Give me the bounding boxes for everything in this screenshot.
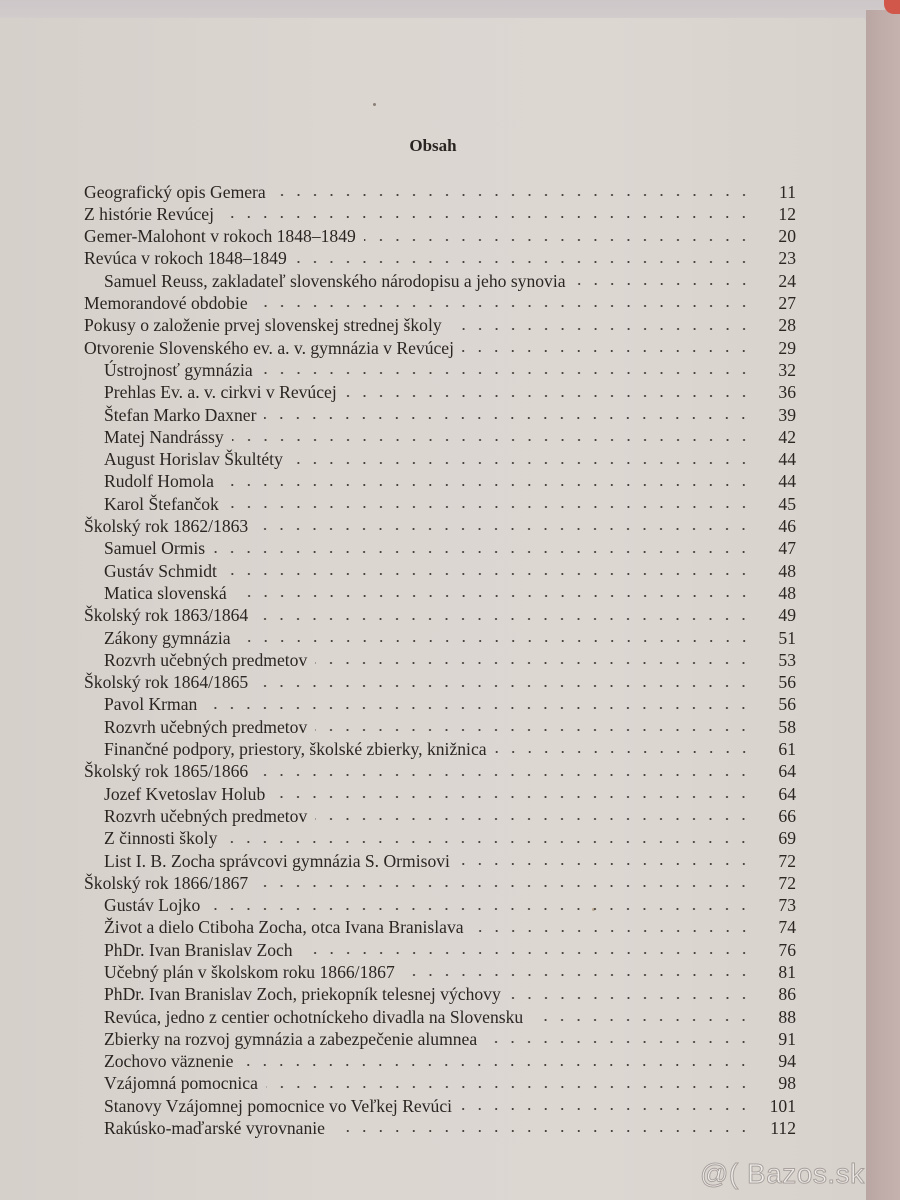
toc-entry	[84, 581, 796, 603]
toc-entry-title: PhDr. Ivan Branislav Zoch, priekopník telesnej výchovy	[104, 984, 501, 1005]
toc-entry-title: Z činnosti školy	[104, 828, 218, 849]
toc-entry	[84, 425, 796, 447]
dot-leader	[315, 804, 752, 822]
toc-entry-title: Samuel Ormis	[104, 538, 206, 559]
toc-entry-page-number: 66	[778, 805, 796, 826]
toc-entry-page-number: 61	[778, 739, 796, 760]
toc-entry-page-number: 12	[778, 203, 796, 224]
toc-entry-page-number: 28	[778, 315, 796, 336]
toc-entry-page-number: 53	[778, 649, 796, 670]
dot-leader	[403, 960, 752, 978]
dot-leader	[213, 537, 752, 555]
dot-leader	[273, 782, 752, 800]
dot-leader	[291, 448, 752, 466]
dot-leader	[256, 604, 752, 622]
toc-entry-title: Rozvrh učebných predmetov	[104, 649, 308, 670]
toc-entry	[84, 1027, 796, 1049]
dot-leader	[225, 559, 752, 577]
dot-leader	[458, 849, 752, 867]
dot-leader	[485, 1027, 752, 1045]
table-of-contents	[84, 180, 796, 1139]
toc-entry	[84, 514, 796, 536]
toc-entry	[84, 916, 796, 938]
toc-entry-page-number: 72	[778, 872, 796, 893]
dot-leader	[364, 225, 752, 243]
dot-leader	[266, 1072, 752, 1090]
toc-entry-title: Gustáv Lojko	[104, 895, 201, 916]
toc-entry-title: Revúca, jedno z centier ochotníckeho divadla na Slovensku	[104, 1006, 524, 1027]
toc-entry-title: Revúca v rokoch 1848–1849	[84, 248, 287, 269]
toc-entry	[84, 1050, 796, 1072]
dot-leader	[256, 871, 752, 889]
dot-leader	[295, 247, 752, 265]
toc-entry-title: Karol Štefančok	[104, 493, 219, 514]
toc-entry-title: Štefan Marko Daxner	[104, 404, 257, 425]
toc-entry-title: Pokusy o založenie prvej slovenskej strednej školy	[84, 315, 442, 336]
toc-entry-title: Otvorenie Slovenského ev. a. v. gymnázia v Revúcej	[84, 337, 455, 358]
toc-entry	[84, 559, 796, 581]
dot-leader	[241, 1050, 752, 1068]
toc-entry	[84, 1005, 796, 1027]
toc-entry	[84, 537, 796, 559]
toc-entry	[84, 336, 796, 358]
toc-entry	[84, 403, 796, 425]
dot-leader	[225, 827, 752, 845]
toc-entry-page-number: 81	[778, 961, 796, 982]
toc-entry	[84, 202, 796, 224]
dot-leader	[222, 202, 752, 220]
toc-entry-page-number: 29	[778, 337, 796, 358]
toc-entry-title: List I. B. Zocha správcovi gymnázia S. Ormisovi	[104, 850, 450, 871]
toc-entry-page-number: 72	[778, 850, 796, 871]
dot-leader	[495, 737, 752, 755]
toc-entry-page-number: 76	[778, 939, 796, 960]
dot-leader	[235, 581, 752, 599]
dot-leader	[208, 894, 752, 912]
dot-leader	[256, 291, 752, 309]
toc-entry	[84, 1094, 796, 1116]
toc-entry-title: Stanovy Vzájomnej pomocnice vo Veľkej Revúci	[104, 1095, 453, 1116]
toc-entry-title: Samuel Reuss, zakladateľ slovenského národopisu a jeho synovia	[104, 270, 566, 291]
toc-entry-title: Ústrojnosť gymnázia	[104, 359, 253, 380]
toc-entry-page-number: 56	[778, 694, 796, 715]
toc-entry-title: Memorandové obdobie	[84, 293, 248, 314]
toc-entry	[84, 604, 796, 626]
toc-entry-title: PhDr. Ivan Branislav Zoch	[104, 939, 293, 960]
toc-entry	[84, 849, 796, 871]
page-stack-edge	[866, 10, 900, 1200]
toc-entry-page-number: 48	[778, 582, 796, 603]
toc-entry-title: Matica slovenská	[104, 582, 227, 603]
toc-entry-page-number: 42	[778, 426, 796, 447]
toc-entry-title: Školský rok 1862/1863	[84, 516, 249, 537]
toc-entry	[84, 448, 796, 470]
toc-entry-title: Finančné podpory, priestory, školské zbierky, knižnica	[104, 739, 487, 760]
toc-entry-title: Jozef Kvetoslav Holub	[104, 783, 266, 804]
dot-leader	[256, 514, 752, 532]
toc-entry-page-number: 44	[778, 449, 796, 470]
toc-entry	[84, 492, 796, 514]
toc-entry-page-number: 39	[778, 404, 796, 425]
toc-entry	[84, 269, 796, 291]
toc-entry-page-number: 51	[778, 627, 796, 648]
toc-entry	[84, 1072, 796, 1094]
dot-leader	[222, 470, 752, 488]
toc-entry-title: Školský rok 1865/1866	[84, 761, 249, 782]
toc-entry	[84, 804, 796, 826]
toc-entry-page-number: 88	[778, 1006, 796, 1027]
dot-leader	[301, 938, 752, 956]
toc-entry	[84, 180, 796, 202]
toc-entry-page-number: 27	[778, 293, 796, 314]
dot-leader	[450, 314, 752, 332]
dot-leader	[227, 492, 752, 510]
paper-speck	[373, 103, 376, 106]
toc-entry-title: Rakúsko-maďarské vyrovnanie	[104, 1118, 325, 1139]
dot-leader	[574, 269, 752, 287]
toc-entry-page-number: 91	[778, 1028, 796, 1049]
toc-entry	[84, 470, 796, 492]
toc-entry-title: Gustáv Schmidt	[104, 560, 217, 581]
toc-entry-page-number: 20	[778, 226, 796, 247]
dot-leader	[256, 760, 752, 778]
toc-entry-page-number: 48	[778, 560, 796, 581]
toc-entry-page-number: 11	[779, 181, 796, 202]
dot-leader	[345, 381, 752, 399]
toc-entry	[84, 1116, 796, 1138]
dot-leader	[232, 425, 752, 443]
dot-leader	[261, 358, 752, 376]
dot-leader	[460, 1094, 752, 1112]
toc-entry	[84, 894, 796, 916]
toc-entry	[84, 760, 796, 782]
toc-entry	[84, 358, 796, 380]
toc-entry-title: Učebný plán v školskom roku 1866/1867	[104, 961, 395, 982]
toc-entry-page-number: 112	[770, 1118, 796, 1139]
toc-entry-page-number: 47	[778, 538, 796, 559]
dot-leader	[315, 648, 752, 666]
dot-leader	[472, 916, 752, 934]
toc-entry	[84, 938, 796, 960]
toc-entry	[84, 871, 796, 893]
toc-entry-page-number: 73	[778, 895, 796, 916]
toc-entry-title: Matej Nandrássy	[104, 426, 224, 447]
toc-entry	[84, 626, 796, 648]
dot-leader	[509, 983, 752, 1001]
dot-leader	[205, 693, 752, 711]
toc-entry	[84, 715, 796, 737]
toc-entry-page-number: 36	[778, 382, 796, 403]
toc-entry-page-number: 86	[778, 984, 796, 1005]
toc-entry-title: Školský rok 1866/1867	[84, 872, 249, 893]
toc-entry-title: Prehlas Ev. a. v. cirkvi v Revúcej	[104, 382, 337, 403]
toc-entry-page-number: 24	[778, 270, 796, 291]
dot-leader	[239, 626, 752, 644]
toc-entry	[84, 314, 796, 336]
toc-heading: Obsah	[409, 136, 457, 155]
toc-entry-title: Školský rok 1863/1864	[84, 605, 249, 626]
toc-entry-page-number: 98	[778, 1073, 796, 1094]
toc-entry-page-number: 45	[778, 493, 796, 514]
toc-entry-page-number: 49	[778, 605, 796, 626]
toc-entry-page-number: 74	[778, 917, 796, 938]
toc-entry-title: Školský rok 1864/1865	[84, 672, 249, 693]
toc-entry-page-number: 94	[778, 1051, 796, 1072]
toc-entry-page-number: 23	[778, 248, 796, 269]
toc-entry-page-number: 69	[778, 828, 796, 849]
toc-entry-title: Pavol Krman	[104, 694, 198, 715]
toc-entry-title: Rozvrh učebných predmetov	[104, 716, 308, 737]
toc-entry	[84, 648, 796, 670]
watermark: @( Bazos.sk	[700, 1158, 865, 1189]
dot-leader	[531, 1005, 752, 1023]
toc-entry-title: Život a dielo Ctiboha Zocha, otca Ivana Branislava	[104, 917, 464, 938]
toc-entry-page-number: 101	[769, 1095, 796, 1116]
toc-entry-title: Rudolf Homola	[104, 471, 214, 492]
toc-entry	[84, 693, 796, 715]
toc-entry-title: August Horislav Škultéty	[104, 449, 283, 470]
toc-entry	[84, 827, 796, 849]
toc-entry-title: Z histórie Revúcej	[84, 203, 214, 224]
toc-entry-title: Rozvrh učebných predmetov	[104, 805, 308, 826]
toc-entry-title: Vzájomná pomocnica	[104, 1073, 258, 1094]
toc-entry-title: Geografický opis Gemera	[84, 181, 266, 202]
toc-entry	[84, 737, 796, 759]
toc-entry-title: Zbierky na rozvoj gymnázia a zabezpečenie alumnea	[104, 1028, 478, 1049]
toc-entry-page-number: 56	[778, 672, 796, 693]
toc-entry	[84, 247, 796, 269]
toc-entry	[84, 983, 796, 1005]
dot-leader	[256, 671, 752, 689]
toc-entry-title: Gemer-Malohont v rokoch 1848–1849	[84, 226, 356, 247]
toc-entry-page-number: 46	[778, 516, 796, 537]
toc-entry-title: Zákony gymnázia	[104, 627, 231, 648]
toc-entry-page-number: 44	[778, 471, 796, 492]
dot-leader	[264, 403, 752, 421]
dot-leader	[315, 715, 752, 733]
dot-leader	[333, 1116, 752, 1134]
toc-entry	[84, 782, 796, 804]
toc-entry	[84, 381, 796, 403]
dot-leader	[462, 336, 752, 354]
toc-entry-page-number: 64	[778, 761, 796, 782]
toc-entry-title: Zochovo väznenie	[104, 1051, 234, 1072]
toc-entry	[84, 291, 796, 313]
toc-entry	[84, 960, 796, 982]
toc-entry	[84, 225, 796, 247]
toc-entry-page-number: 32	[778, 359, 796, 380]
toc-entry	[84, 671, 796, 693]
toc-entry-page-number: 64	[778, 783, 796, 804]
toc-entry-page-number: 58	[778, 716, 796, 737]
dot-leader	[274, 180, 752, 198]
